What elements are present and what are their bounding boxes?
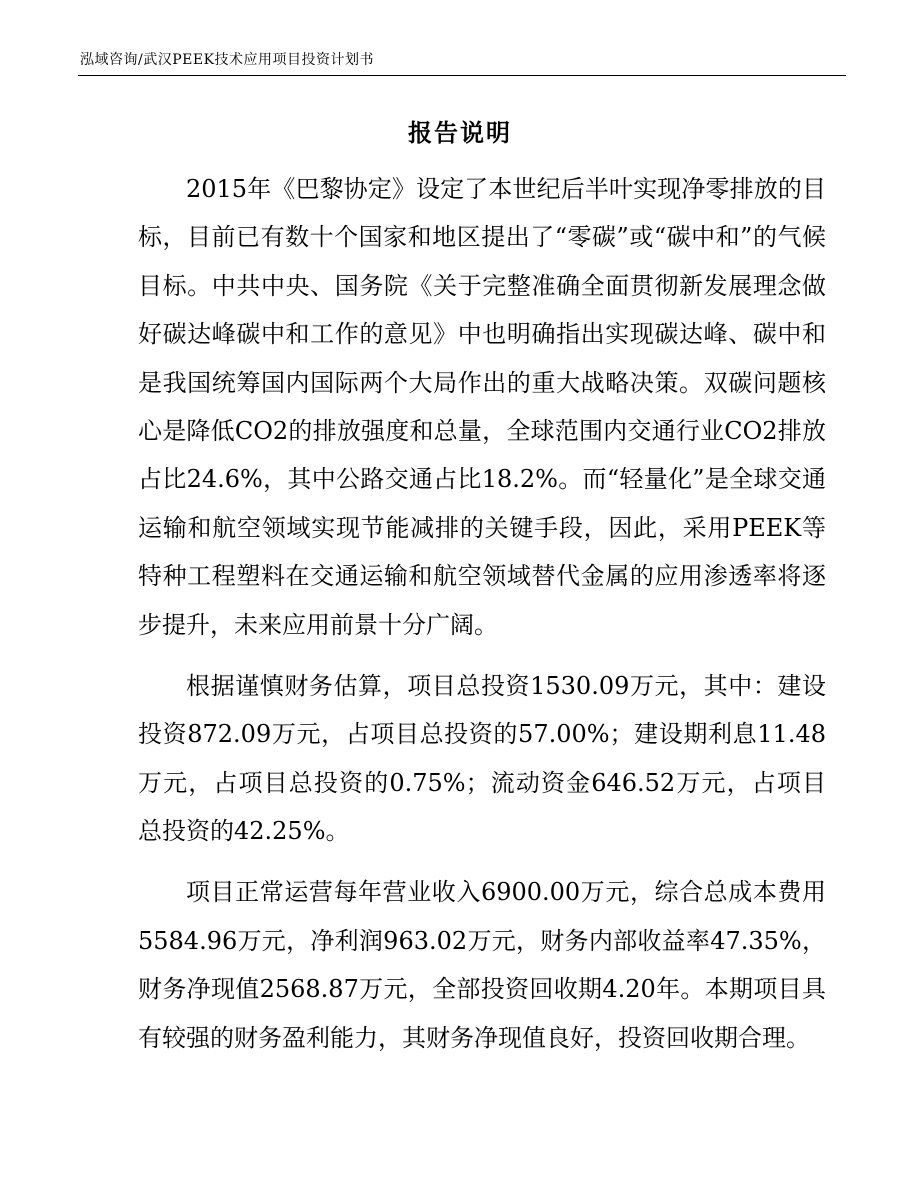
header-divider [78, 75, 846, 76]
paragraph-investment: 根据谨慎财务估算，项目总投资1530.09万元，其中：建设投资872.09万元，占项目总投资的57.00%；建设期利息11.48万元，占项目总投资的0.75%；流动资金646.52万元，占项目总投资的42.25%。 [138, 671, 826, 846]
report-body [138, 165, 826, 1075]
paragraph-financials: 项目正常运营每年营业收入6900.00万元，综合总成本费用5584.96万元，净利润963.02万元，财务内部收益率47.35%，财务净现值2568.87万元，全部投资回收期4.20年。本期项目具有较强的财务盈利能力，其财务净现值良好，投资回收期合理。 [138, 878, 826, 1052]
running-header: 泓域咨询/武汉PEEK技术应用项目投资计划书 [80, 52, 375, 68]
page-title: 报告说明 [408, 118, 512, 147]
paragraph-background: 2015年《巴黎协定》设定了本世纪后半叶实现净零排放的目标，目前已有数十个国家和地区提出了“零碳”或“碳中和”的气候目标。中共中央、国务院《关于完整准确全面贯彻新发展理念做好碳达峰碳中和工作的意见》中也明确指出实现碳达峰、碳中和是我国统筹国内国际两个大局作出的重大战略决策。双碳问题核心是降低CO2的排放强度和总量，全球范围内交通行业CO2排放占比24.6%，其中公路交通占比18.2%。而“轻量化”是全球交通运输和航空领域实现节能减排的关键手段，因此，采用PEEK等特种工程塑料在交通运输和航空领域替代金属的应用渗透率将逐步提升，未来应用前景十分广阔。 [138, 175, 826, 639]
